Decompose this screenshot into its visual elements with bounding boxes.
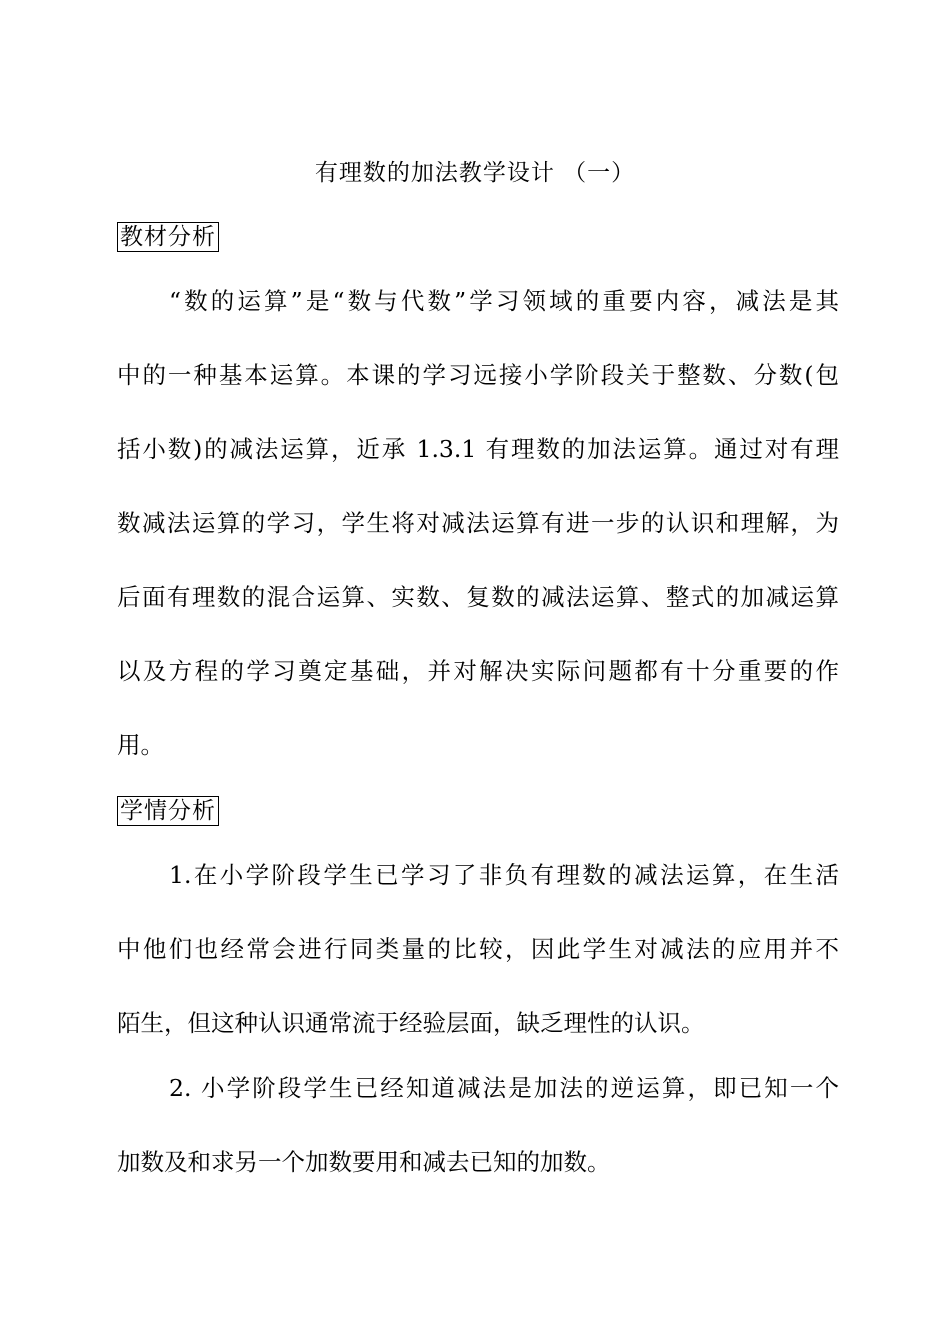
paragraph-line: “数的运算”是“数与代数”学习领域的重要内容，减法是其 xyxy=(169,287,839,315)
paragraph-line: 用。 xyxy=(117,731,164,759)
document-title: 有理数的加法教学设计 （一） xyxy=(314,160,636,186)
paragraph-line: 陌生，但这种认识通常流于经验层面，缺乏理性的认识。 xyxy=(117,1009,705,1037)
paragraph-line: 中他们也经常会进行同类量的比较，因此学生对减法的应用并不 xyxy=(117,935,839,963)
paragraph-line: 括小数)的减法运算，近承 1.3.1 有理数的加法运算。通过对有理 xyxy=(117,435,839,463)
paragraph-line: 1.在小学阶段学生已学习了非负有理数的减法运算，在生活 xyxy=(169,861,839,889)
section-heading-textbook-analysis: 教材分析 xyxy=(117,222,219,252)
paragraph-line: 数减法运算的学习，学生将对减法运算有进一步的认识和理解，为 xyxy=(117,509,839,537)
paragraph-line: 后面有理数的混合运算、实数、复数的减法运算、整式的加减运算 xyxy=(117,583,839,611)
paragraph-line: 2. 小学阶段学生已经知道减法是加法的逆运算，即已知一个 xyxy=(169,1074,839,1102)
paragraph-line: 加数及和求另一个加数要用和减去已知的加数。 xyxy=(117,1148,611,1176)
paragraph-line: 以及方程的学习奠定基础，并对解决实际问题都有十分重要的作 xyxy=(117,657,839,685)
section-heading-learner-analysis: 学情分析 xyxy=(117,796,219,826)
paragraph-line: 中的一种基本运算。本课的学习远接小学阶段关于整数、分数(包 xyxy=(117,361,839,389)
